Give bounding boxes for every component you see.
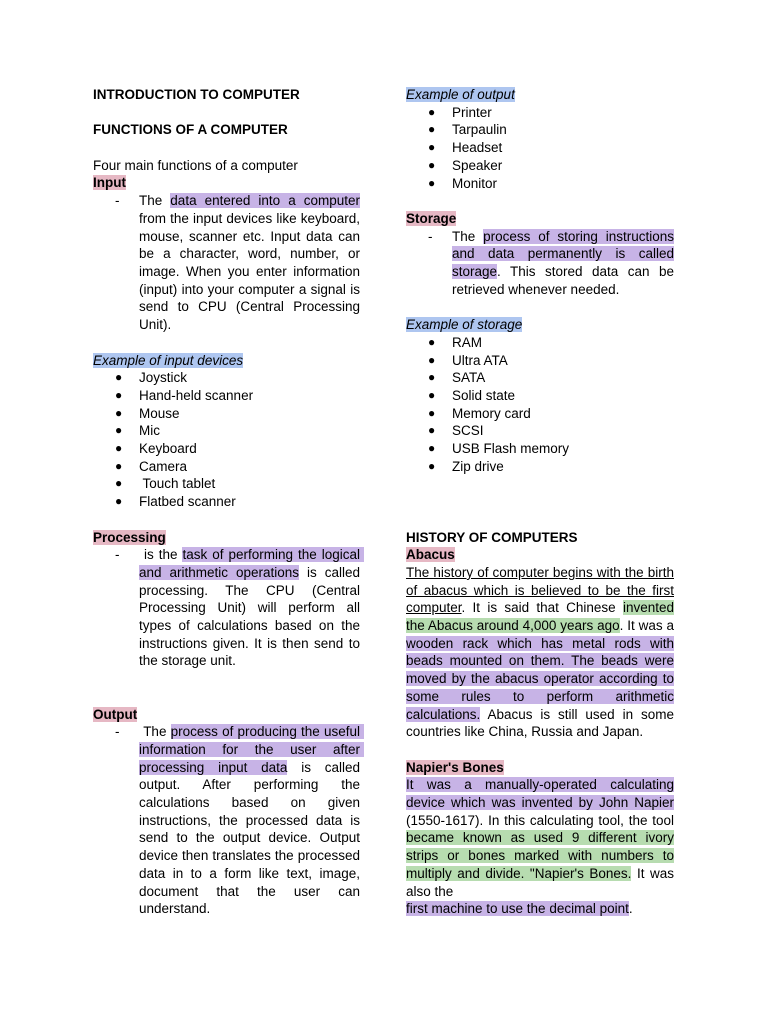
abacus-paragraph: The history of computer begins with the birth of abacus which is believed to be the first computer. It is said that Chinese invented the Abacus around 4,000 years ago. It was a wooden rack which has metal rods with beads mounted on them. The beads were moved by the abacus operator according to some rules to perform arithmetic calculations. Abacus is still used in some countries like China, Russia and Japan.: [406, 564, 674, 740]
list-item: ● Headset: [406, 139, 674, 157]
dash-marker: -: [428, 228, 433, 244]
bullet-icon: ●: [115, 494, 123, 509]
list-item: ● Keyboard: [93, 440, 360, 458]
bullet-icon: ●: [428, 370, 436, 385]
dash-marker: -: [115, 547, 120, 563]
list-item: ● Hand-held scanner: [93, 387, 360, 405]
input-heading: Input: [93, 175, 126, 191]
list-item: ● Solid state: [406, 387, 674, 405]
highlight-purple: process of storing instructions and data permanently is called storage: [452, 228, 674, 280]
bullet-icon: ●: [428, 334, 436, 349]
bullet-icon: ●: [428, 352, 436, 367]
right-column: [406, 86, 674, 918]
dash-marker: -: [115, 193, 120, 209]
napier-paragraph: It was a manually-operated calculating device which was invented by John Napier (1550-1617). In this calculating tool, the tool became known as used 9 different ivory strips or bones marked with numbers to multiply and divide. "Napier's Bones. It was also the: [406, 777, 674, 899]
list-item: ● RAM: [406, 334, 674, 352]
list-item: ● Tarpaulin: [406, 121, 674, 139]
list-item: ● Mouse: [93, 405, 360, 423]
bullet-icon: ●: [428, 405, 436, 420]
list-item: ● Joystick: [93, 369, 360, 387]
highlight-purple: wooden rack which has metal rods with beads mounted on them. The beads were moved by the abacus operator according to some rules to perform arithmetic calculations.: [406, 635, 674, 722]
storage-heading: Storage: [406, 210, 457, 226]
input-definition: - The data entered into a computer from the input devices like keyboard, mouse, scanner etc. Input data can be a character, word, number, or image. When you enter information (input) into your computer a signal is send to CPU (Central Processing Unit).: [93, 192, 360, 334]
bullet-icon: ●: [428, 423, 436, 438]
bullet-icon: ●: [428, 140, 436, 155]
output-examples-heading: Example of output: [406, 87, 515, 102]
bullet-icon: ●: [115, 441, 123, 456]
bullet-icon: ●: [115, 370, 123, 385]
napier-heading: Napier's Bones: [406, 759, 504, 775]
highlight-purple: process of producing the useful information for the user after processing input data: [139, 724, 364, 775]
section-title-functions: FUNCTIONS OF A COMPUTER: [93, 122, 288, 138]
processing-heading: Processing: [93, 529, 166, 545]
list-item: ● Mic: [93, 422, 360, 440]
list-item: ● Touch tablet: [93, 475, 360, 493]
bullet-icon: ●: [115, 387, 123, 402]
bullet-icon: ●: [428, 122, 436, 137]
list-item: ● SATA: [406, 369, 674, 387]
list-item: ● Camera: [93, 458, 360, 476]
history-heading: HISTORY OF COMPUTERS: [406, 529, 578, 545]
list-item: ● Memory card: [406, 405, 674, 423]
storage-examples-heading: Example of storage: [406, 317, 523, 333]
bullet-icon: ●: [428, 175, 436, 190]
highlight-purple: first machine to use the decimal point: [406, 901, 629, 917]
highlight-purple: task of performing the logical and arithmetic operations: [139, 547, 364, 580]
napier-last-line: first machine to use the decimal point.: [406, 901, 633, 917]
bullet-icon: ●: [428, 387, 436, 402]
storage-examples-list: [406, 334, 674, 476]
dash-marker: -: [115, 724, 120, 740]
bullet-icon: ●: [428, 458, 436, 473]
list-item: ● Monitor: [406, 175, 674, 193]
list-item: ● Zip drive: [406, 458, 674, 476]
list-item: ● USB Flash memory: [406, 440, 674, 458]
doc-title: INTRODUCTION TO COMPUTER: [93, 87, 300, 102]
list-item: ● Flatbed scanner: [93, 493, 360, 511]
list-item: ● Printer: [406, 104, 674, 122]
bullet-icon: ●: [428, 157, 436, 172]
list-item: ● Speaker: [406, 157, 674, 175]
bullet-icon: ●: [115, 458, 123, 473]
intro-text: Four main functions of a computer: [93, 157, 298, 173]
highlight-green: became known as used 9 different ivory strips or bones marked with numbers to multiply and divide. "Napier's Bones.: [406, 830, 674, 881]
storage-definition: - The process of storing instructions and data permanently is called storage. This stored data can be retrieved whenever needed.: [406, 228, 674, 299]
highlight-green: invented the Abacus around 4,000 years ago: [406, 600, 674, 634]
abacus-heading: Abacus: [406, 547, 455, 563]
bullet-icon: ●: [428, 104, 436, 119]
input-examples-heading: Example of input devices: [93, 352, 244, 368]
output-heading: Output: [93, 706, 138, 722]
highlight-purple: It was a manually-operated calculating device which was invented by John Napier: [406, 777, 674, 811]
bullet-icon: ●: [428, 441, 436, 456]
bullet-icon: ●: [115, 405, 123, 420]
bullet-icon: ●: [115, 476, 123, 491]
input-examples-list: [93, 369, 360, 511]
processing-definition: - is the task of performing the logical and arithmetic operations is called processing. The CPU (Central Processing Unit) will perform all types of calculations based on the instructions given. It is then send to the storage unit.: [93, 546, 360, 670]
output-definition: - The process of producing the useful information for the user after processing input data is called output. After performing the calculations based on given instructions, the processed data is send to the output device. Output device then translates the processed data in to a form like text, image, document that the user can understand.: [93, 723, 360, 918]
left-column: [93, 86, 364, 918]
highlight-purple: data entered into a computer: [170, 193, 360, 209]
list-item: ● Ultra ATA: [406, 352, 674, 370]
bullet-icon: ●: [115, 423, 123, 438]
output-examples-list: [406, 104, 674, 193]
list-item: ● SCSI: [406, 422, 674, 440]
